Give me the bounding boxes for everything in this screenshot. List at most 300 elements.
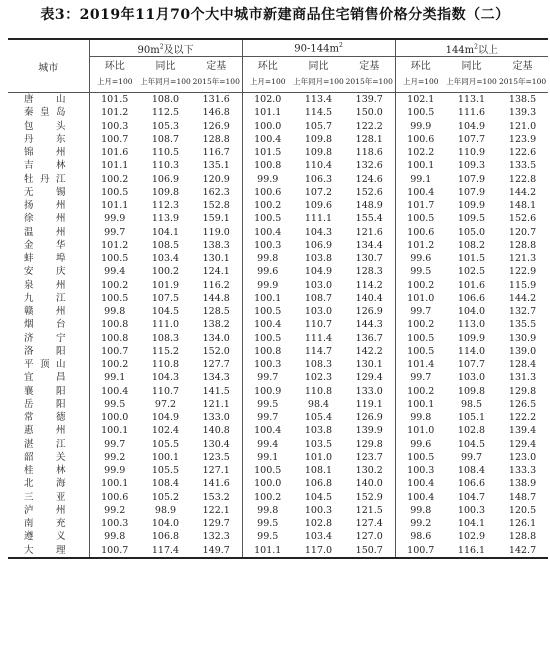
city-name: 宜昌 [8, 371, 89, 384]
index-value: 116.1 [446, 544, 497, 558]
index-value: 103.0 [304, 279, 333, 291]
index-value: 102.1 [395, 93, 446, 107]
note-mom: 上月=100 [89, 72, 140, 93]
index-value: 138.9 [508, 478, 537, 490]
price-index-table [8, 38, 548, 559]
city-name: 泸州 [8, 504, 89, 517]
table-row [8, 371, 548, 384]
index-value: 139.9 [355, 425, 383, 437]
index-value: 118.6 [355, 147, 383, 159]
city-name: 平顶山 [8, 358, 89, 371]
index-value: 99.1 [104, 372, 126, 384]
index-value: 109.9 [457, 332, 486, 344]
index-value: 124.6 [355, 173, 383, 185]
index-value: 101.1 [242, 106, 293, 119]
note-base: 2015年=100 [191, 72, 242, 93]
city-name: 赣州 [8, 305, 89, 318]
index-value: 104.1 [151, 226, 180, 238]
index-value: 100.2 [242, 199, 293, 212]
index-value: 99.2 [104, 504, 126, 516]
index-value: 152.8 [202, 200, 230, 212]
table-row [8, 424, 548, 437]
subheader-mom: 环比 [104, 61, 125, 72]
index-value: 104.3 [304, 226, 333, 238]
index-value: 130.1 [202, 253, 230, 265]
index-value: 152.6 [508, 213, 537, 225]
index-value: 126.9 [355, 412, 383, 424]
index-value: 104.5 [304, 491, 333, 503]
index-value: 111.6 [457, 107, 486, 119]
index-value: 102.9 [457, 531, 486, 543]
table-row [8, 159, 548, 172]
index-value: 114.7 [304, 345, 333, 357]
table-row [8, 186, 548, 199]
subheader-base: 定基 [206, 61, 227, 72]
table-row [8, 504, 548, 517]
index-value: 126.9 [355, 306, 383, 318]
index-value: 99.1 [395, 173, 446, 186]
index-value: 144.3 [355, 319, 383, 331]
index-value: 100.3 [242, 358, 293, 371]
table-row [8, 318, 548, 331]
index-value: 98.4 [307, 398, 330, 410]
index-value: 105.5 [151, 465, 180, 477]
index-value: 106.3 [304, 173, 333, 185]
index-value: 112.5 [151, 107, 180, 119]
index-value: 99.9 [242, 173, 293, 186]
index-value: 113.0 [457, 319, 486, 331]
subheader-mom: 环比 [395, 57, 446, 73]
index-value: 102.3 [304, 372, 333, 384]
index-value: 132.7 [508, 306, 537, 318]
group-header-144-above: $144m^2$以上 [395, 39, 548, 57]
index-value: 123.5 [202, 451, 230, 463]
index-value: 99.8 [242, 504, 293, 517]
index-value: 138.5 [508, 94, 537, 106]
index-value: 98.5 [460, 398, 483, 410]
index-value: 99.4 [104, 266, 126, 278]
index-value: 122.1 [202, 504, 230, 516]
index-value: 99.6 [395, 438, 446, 451]
index-value: 133.3 [508, 465, 537, 477]
index-value: 129.7 [202, 518, 230, 530]
index-value: 100.3 [101, 518, 129, 530]
index-value: 152.9 [355, 491, 383, 503]
index-value: 99.5 [242, 398, 293, 411]
index-value: 110.3 [151, 160, 180, 172]
table-row [8, 464, 548, 477]
city-name: 九江 [8, 292, 89, 305]
index-value: 134.0 [202, 332, 230, 344]
subheader-yoy: 同比 [461, 61, 482, 72]
index-value: 104.0 [457, 306, 486, 318]
index-value: 109.8 [457, 385, 486, 397]
index-value: 111.0 [151, 319, 180, 331]
index-value: 97.2 [154, 398, 177, 410]
city-name: 湛江 [8, 438, 89, 451]
index-value: 101.9 [151, 279, 180, 291]
index-value: 122.9 [508, 266, 537, 278]
index-value: 120.7 [508, 226, 537, 238]
table-row [8, 332, 548, 345]
index-value: 101.0 [395, 424, 446, 437]
index-value: 99.9 [104, 465, 126, 477]
index-value: 100.4 [395, 491, 446, 504]
index-value: 108.7 [304, 292, 333, 304]
index-value: 101.6 [101, 147, 129, 159]
index-value: 108.4 [151, 478, 180, 490]
index-value: 110.7 [151, 385, 180, 397]
table-row [8, 411, 548, 424]
city-name: 洛阳 [8, 345, 89, 358]
index-value: 99.4 [242, 438, 293, 451]
index-value: 127.4 [355, 518, 383, 530]
index-value: 100.5 [395, 345, 446, 358]
index-value: 100.1 [395, 398, 446, 411]
index-value: 101.7 [395, 199, 446, 212]
index-value: 103.4 [304, 531, 333, 543]
index-value: 124.1 [202, 266, 230, 278]
index-value: 121.0 [508, 120, 537, 132]
index-value: 111.1 [304, 213, 333, 225]
index-value: 116.2 [202, 279, 230, 291]
index-value: 99.8 [395, 504, 446, 517]
index-value: 100.0 [101, 412, 129, 424]
table-row [8, 398, 548, 411]
city-name: 南充 [8, 517, 89, 530]
table-row [8, 279, 548, 292]
index-value: 152.6 [355, 186, 383, 198]
subheader-mom: 环比 [242, 57, 293, 73]
group-header-90-below: $90m^2$及以下 [89, 39, 242, 57]
index-value: 99.1 [242, 451, 293, 464]
index-value: 121.5 [355, 504, 383, 516]
index-value: 128.1 [355, 133, 383, 145]
index-value: 121.3 [508, 253, 537, 265]
group-header-90-144: $90-144m^2$ [242, 39, 395, 57]
city-name: 金华 [8, 239, 89, 252]
index-value: 101.0 [304, 451, 333, 463]
index-value: 99.5 [104, 398, 126, 410]
table-row [8, 146, 548, 159]
index-value: 144.8 [202, 292, 230, 304]
index-value: 108.4 [457, 465, 486, 477]
index-value: 99.7 [395, 305, 446, 318]
index-value: 100.8 [101, 332, 129, 344]
index-value: 133.0 [202, 412, 230, 424]
index-value: 109.6 [304, 200, 333, 212]
index-value: 103.8 [304, 253, 333, 265]
table-title: 表3：2019年11月70个大中城市新建商品住宅销售价格分类指数（二） [40, 7, 510, 23]
index-value: 122.2 [508, 412, 537, 424]
index-value: 144.2 [508, 186, 537, 198]
index-value: 101.2 [101, 107, 129, 119]
index-value: 100.5 [242, 305, 293, 318]
table-row [8, 120, 548, 133]
index-value: 109.8 [151, 186, 180, 198]
index-value: 103.0 [457, 372, 486, 384]
index-value: 108.0 [151, 94, 180, 106]
index-value: 104.3 [151, 372, 180, 384]
index-value: 99.5 [242, 530, 293, 543]
index-value: 100.4 [242, 318, 293, 331]
note-mom: 上月=100 [242, 72, 293, 93]
index-value: 100.5 [395, 212, 446, 225]
table-row [8, 491, 548, 504]
city-name: 蚌埠 [8, 252, 89, 265]
city-name: 襄阳 [8, 385, 89, 398]
index-value: 101.1 [101, 200, 129, 212]
index-value: 142.2 [355, 345, 383, 357]
index-value: 100.4 [101, 385, 129, 397]
index-value: 109.8 [304, 133, 333, 145]
index-value: 117.4 [140, 544, 191, 558]
table-row [8, 517, 548, 530]
city-name: 桂林 [8, 464, 89, 477]
index-value: 100.2 [101, 279, 129, 291]
index-value: 113.4 [304, 94, 333, 106]
subheader-yoy: 同比 [308, 61, 329, 72]
index-value: 107.9 [457, 173, 486, 185]
index-value: 99.7 [242, 371, 293, 384]
index-value: 100.7 [395, 544, 446, 558]
index-value: 100.5 [395, 332, 446, 345]
index-value: 133.0 [355, 385, 383, 397]
index-value: 127.0 [355, 531, 383, 543]
index-value: 98.6 [395, 530, 446, 543]
note-yoy: 上年同月=100 [446, 72, 497, 93]
table-row [8, 438, 548, 451]
index-value: 128.8 [508, 239, 537, 251]
index-value: 104.9 [304, 266, 333, 278]
index-value: 139.0 [508, 345, 537, 357]
table-row [8, 345, 548, 358]
index-value: 146.8 [202, 107, 230, 119]
table-row [8, 477, 548, 490]
note-yoy: 上年同月=100 [293, 72, 344, 93]
index-value: 129.8 [508, 385, 537, 397]
index-value: 101.1 [101, 160, 129, 172]
index-value: 122.2 [355, 120, 383, 132]
index-value: 105.0 [457, 226, 486, 238]
index-value: 115.2 [151, 345, 180, 357]
index-value: 162.3 [202, 186, 230, 198]
index-value: 109.9 [457, 200, 486, 212]
index-value: 131.3 [508, 372, 537, 384]
index-value: 113.9 [151, 213, 180, 225]
index-value: 100.5 [101, 292, 129, 304]
index-value: 114.5 [304, 107, 333, 119]
index-value: 128.8 [202, 133, 230, 145]
index-value: 119.0 [202, 226, 230, 238]
note-yoy: 上年同月=100 [140, 72, 191, 93]
index-value: 100.5 [101, 253, 129, 265]
index-value: 104.5 [151, 306, 180, 318]
index-value: 104.7 [457, 491, 486, 503]
index-value: 110.5 [151, 147, 180, 159]
index-value: 144.2 [508, 292, 537, 304]
index-value: 100.2 [151, 266, 180, 278]
index-value: 107.5 [151, 292, 180, 304]
table-row [8, 106, 548, 119]
index-value: 114.2 [355, 279, 383, 291]
index-value: 99.8 [242, 252, 293, 265]
city-name: 徐州 [8, 212, 89, 225]
index-value: 101.5 [242, 146, 293, 159]
city-name: 济宁 [8, 332, 89, 345]
city-name: 惠州 [8, 424, 89, 437]
index-value: 103.4 [151, 253, 180, 265]
index-value: 108.5 [151, 239, 180, 251]
index-value: 100.1 [101, 478, 129, 490]
index-value: 120.5 [508, 504, 537, 516]
index-value: 99.7 [104, 438, 126, 450]
table-row [8, 530, 548, 543]
index-value: 109.5 [457, 213, 486, 225]
index-value: 120.9 [202, 173, 230, 185]
index-value: 108.7 [151, 133, 180, 145]
index-value: 99.7 [242, 411, 293, 424]
index-value: 101.5 [457, 253, 486, 265]
table-row [8, 173, 548, 186]
index-value: 102.0 [242, 93, 293, 107]
city-name: 安庆 [8, 265, 89, 278]
index-value: 141.6 [202, 478, 230, 490]
city-name: 扬州 [8, 199, 89, 212]
index-value: 100.1 [151, 451, 180, 463]
index-value: 98.9 [154, 504, 177, 516]
index-value: 153.2 [202, 491, 230, 503]
index-value: 99.9 [104, 213, 126, 225]
index-value: 132.6 [355, 160, 383, 172]
index-value: 126.9 [202, 120, 230, 132]
index-value: 119.1 [355, 398, 383, 410]
note-base: 2015年=100 [344, 72, 395, 93]
index-value: 107.2 [304, 186, 333, 198]
table-row [8, 305, 548, 318]
table-row [8, 212, 548, 225]
index-value: 100.8 [242, 345, 293, 358]
index-value: 100.3 [395, 464, 446, 477]
index-value: 100.4 [242, 226, 293, 239]
index-value: 123.0 [508, 451, 537, 463]
note-base: 2015年=100 [497, 72, 548, 93]
city-name: 北海 [8, 477, 89, 490]
city-name: 包头 [8, 120, 89, 133]
index-value: 100.9 [242, 385, 293, 398]
city-name: 烟台 [8, 318, 89, 331]
index-value: 149.7 [191, 544, 242, 558]
index-value: 128.4 [508, 359, 537, 371]
city-name: 遵义 [8, 530, 89, 543]
index-value: 128.3 [355, 266, 383, 278]
index-value: 100.2 [242, 491, 293, 504]
index-value: 142.7 [497, 544, 548, 558]
index-value: 111.4 [304, 332, 333, 344]
index-value: 110.8 [304, 385, 333, 397]
index-value: 99.5 [395, 265, 446, 278]
city-name: 常德 [8, 411, 89, 424]
index-value: 99.9 [395, 120, 446, 133]
index-value: 99.8 [104, 306, 126, 318]
table-row [8, 265, 548, 278]
index-value: 110.8 [151, 359, 180, 371]
table-row [8, 133, 548, 146]
index-value: 105.2 [151, 491, 180, 503]
index-value: 110.4 [304, 160, 333, 172]
index-value: 148.9 [355, 200, 383, 212]
index-value: 136.7 [355, 332, 383, 344]
index-value: 128.8 [508, 531, 537, 543]
index-value: 121.6 [355, 226, 383, 238]
index-value: 106.8 [151, 531, 180, 543]
index-value: 139.7 [355, 94, 383, 106]
index-value: 117.0 [293, 544, 344, 558]
index-value: 100.5 [242, 212, 293, 225]
table-row [8, 239, 548, 252]
index-value: 100.2 [395, 318, 446, 331]
index-value: 105.4 [304, 412, 333, 424]
index-value: 122.8 [508, 173, 537, 185]
index-value: 100.8 [242, 159, 293, 172]
index-value: 99.2 [395, 517, 446, 530]
index-value: 127.1 [202, 465, 230, 477]
index-value: 152.0 [202, 345, 230, 357]
index-value: 148.7 [508, 491, 537, 503]
index-value: 103.8 [304, 425, 333, 437]
index-value: 123.9 [508, 133, 537, 145]
index-value: 122.6 [508, 147, 537, 159]
index-value: 113.1 [457, 94, 486, 106]
index-value: 100.1 [395, 159, 446, 172]
index-value: 100.5 [395, 451, 446, 464]
column-header-city: 城市 [8, 39, 89, 93]
index-value: 110.7 [304, 319, 333, 331]
index-value: 102.5 [457, 266, 486, 278]
index-value: 100.2 [395, 385, 446, 398]
index-value: 100.6 [395, 226, 446, 239]
city-name: 三亚 [8, 491, 89, 504]
index-value: 100.2 [101, 359, 129, 371]
index-value: 100.7 [101, 345, 129, 357]
index-value: 126.5 [508, 398, 537, 410]
index-value: 100.4 [242, 133, 293, 146]
index-value: 101.6 [457, 279, 486, 291]
table-row [8, 199, 548, 212]
index-value: 102.2 [395, 146, 446, 159]
city-name: 锦州 [8, 146, 89, 159]
index-value: 115.9 [508, 279, 537, 291]
index-value: 126.1 [508, 518, 537, 530]
index-value: 107.7 [457, 359, 486, 371]
index-value: 100.8 [101, 319, 129, 331]
table-row [8, 252, 548, 265]
index-value: 100.6 [242, 186, 293, 199]
index-value: 109.3 [457, 160, 486, 172]
index-value: 99.6 [395, 252, 446, 265]
index-value: 139.3 [508, 107, 537, 119]
index-value: 102.8 [457, 425, 486, 437]
index-value: 155.4 [355, 213, 383, 225]
table-row [8, 292, 548, 305]
index-value: 108.1 [304, 465, 333, 477]
table-row [8, 226, 548, 239]
index-value: 99.9 [242, 279, 293, 292]
index-value: 132.3 [202, 531, 230, 543]
index-value: 109.8 [304, 147, 333, 159]
index-value: 99.7 [460, 451, 483, 463]
index-value: 148.1 [508, 200, 537, 212]
